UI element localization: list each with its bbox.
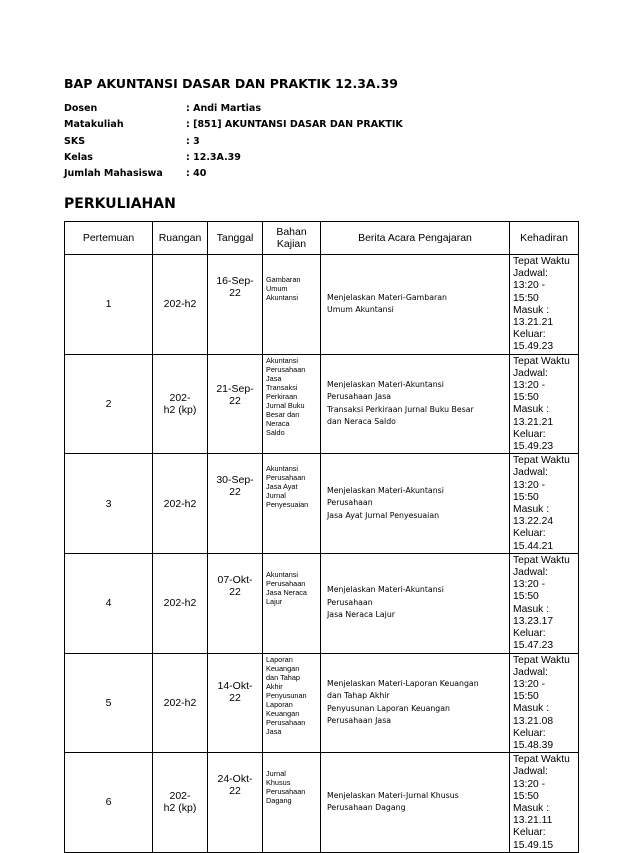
table-row	[65, 454, 579, 554]
cell-pertemuan: 2	[65, 354, 153, 454]
cell-pertemuan: 1	[65, 255, 153, 355]
header-kehadiran: Kehadiran	[510, 222, 579, 255]
cell-berita-acara: Menjelaskan Materi-Gambaran Umum Akuntansi	[321, 255, 510, 355]
table-row	[65, 653, 579, 753]
info-label: Dosen	[64, 103, 98, 114]
document-title: BAP AKUNTANSI DASAR DAN PRAKTIK 12.3A.39	[64, 76, 398, 91]
cell-ruangan: 202- h2 (kp)	[153, 753, 208, 853]
info-row-jumlah-mahasiswa	[64, 168, 403, 184]
header-tanggal: Tanggal	[208, 222, 263, 255]
course-info	[64, 103, 403, 184]
info-row-dosen	[64, 103, 403, 119]
info-value: : 40	[186, 168, 207, 180]
info-row-kelas	[64, 152, 403, 168]
info-value: : 3	[186, 135, 200, 147]
cell-bahan-kajian: Gambaran Umum Akuntansi	[263, 255, 321, 355]
cell-tanggal: 16-Sep- 22	[208, 255, 263, 355]
cell-pertemuan: 5	[65, 653, 153, 753]
table-row	[65, 753, 579, 853]
cell-bahan-kajian: Akuntansi Perusahaan Jasa Neraca Lajur	[263, 553, 321, 653]
cell-bahan-kajian: Laporan Keuangan dan Tahap Akhir Penyusunan Laporan Keuangan Perusahaan Jasa	[263, 653, 321, 753]
header-ruangan: Ruangan	[153, 222, 208, 255]
cell-tanggal: 24-Okt- 22	[208, 753, 263, 853]
cell-berita-acara: Menjelaskan Materi-Akuntansi Perusahaan Jasa Neraca Lajur	[321, 553, 510, 653]
info-row-sks	[64, 136, 403, 152]
cell-kehadiran: Tepat Waktu Jadwal: 13:20 - 15:50 Masuk : 13.23.17 Keluar: 15.47.23	[510, 553, 579, 653]
lecture-table	[64, 221, 579, 853]
info-label: SKS	[64, 135, 86, 147]
info-value: : [851] AKUNTANSI DASAR DAN PRAKTIK	[186, 119, 403, 131]
cell-bahan-kajian: Akuntansi Perusahaan Jasa Transaksi Perkiraan Jurnal Buku Besar dan Neraca Saldo	[263, 354, 321, 454]
header-bahan-kajian: Bahan Kajian	[263, 222, 321, 255]
cell-berita-acara: Menjelaskan Materi-Laporan Keuangan dan Tahap Akhir Penyusunan Laporan Keuangan Perusahaan Jasa	[321, 653, 510, 753]
header-berita-acara: Berita Acara Pengajaran	[321, 222, 510, 255]
info-label: Matakuliah	[64, 119, 124, 131]
header-pertemuan: Pertemuan	[65, 222, 153, 255]
cell-kehadiran: Tepat Waktu Jadwal: 13:20 - 15:50 Masuk : 13.21.11 Keluar: 15.49.15	[510, 753, 579, 853]
info-row-matakuliah	[64, 119, 403, 135]
table-row	[65, 354, 579, 454]
cell-berita-acara: Menjelaskan Materi-Jurnal Khusus Perusahaan Dagang	[321, 753, 510, 853]
info-label: Kelas	[64, 151, 93, 163]
table-row	[65, 553, 579, 653]
cell-bahan-kajian: Akuntansi Perusahaan Jasa Ayat Jurnal Penyesuaian	[263, 454, 321, 554]
info-value: : 12.3A.39	[186, 151, 241, 163]
cell-ruangan: 202-h2	[153, 553, 208, 653]
cell-ruangan: 202-h2	[153, 255, 208, 355]
cell-berita-acara: Menjelaskan Materi-Akuntansi Perusahaan Jasa Transaksi Perkiraan Jurnal Buku Besar dan Neraca Saldo	[321, 354, 510, 454]
cell-kehadiran: Tepat Waktu Jadwal: 13:20 - 15:50 Masuk : 13.21.08 Keluar: 15.48.39	[510, 653, 579, 753]
cell-tanggal: 07-Okt- 22	[208, 553, 263, 653]
cell-pertemuan: 4	[65, 553, 153, 653]
table-header-row	[65, 222, 579, 255]
cell-ruangan: 202- h2 (kp)	[153, 354, 208, 454]
table-row	[65, 255, 579, 355]
cell-kehadiran: Tepat Waktu Jadwal: 13:20 - 15:50 Masuk : 13.21.21 Keluar: 15.49.23	[510, 255, 579, 355]
cell-tanggal: 21-Sep- 22	[208, 354, 263, 454]
cell-pertemuan: 3	[65, 454, 153, 554]
cell-ruangan: 202-h2	[153, 454, 208, 554]
cell-tanggal: 14-Okt- 22	[208, 653, 263, 753]
cell-bahan-kajian: Jurnal Khusus Perusahaan Dagang	[263, 753, 321, 853]
cell-pertemuan: 6	[65, 753, 153, 853]
cell-ruangan: 202-h2	[153, 653, 208, 753]
cell-kehadiran: Tepat Waktu Jadwal: 13:20 - 15:50 Masuk : 13.22.24 Keluar: 15.44.21	[510, 454, 579, 554]
section-title: PERKULIAHAN	[64, 196, 176, 212]
info-label: Jumlah Mahasiswa	[64, 168, 163, 180]
info-value: : Andi Martias	[186, 103, 261, 114]
cell-berita-acara: Menjelaskan Materi-Akuntansi Perusahaan Jasa Ayat Jurnal Penyesuaian	[321, 454, 510, 554]
cell-tanggal: 30-Sep- 22	[208, 454, 263, 554]
cell-kehadiran: Tepat Waktu Jadwal: 13:20 - 15:50 Masuk : 13.21.21 Keluar: 15.49.23	[510, 354, 579, 454]
